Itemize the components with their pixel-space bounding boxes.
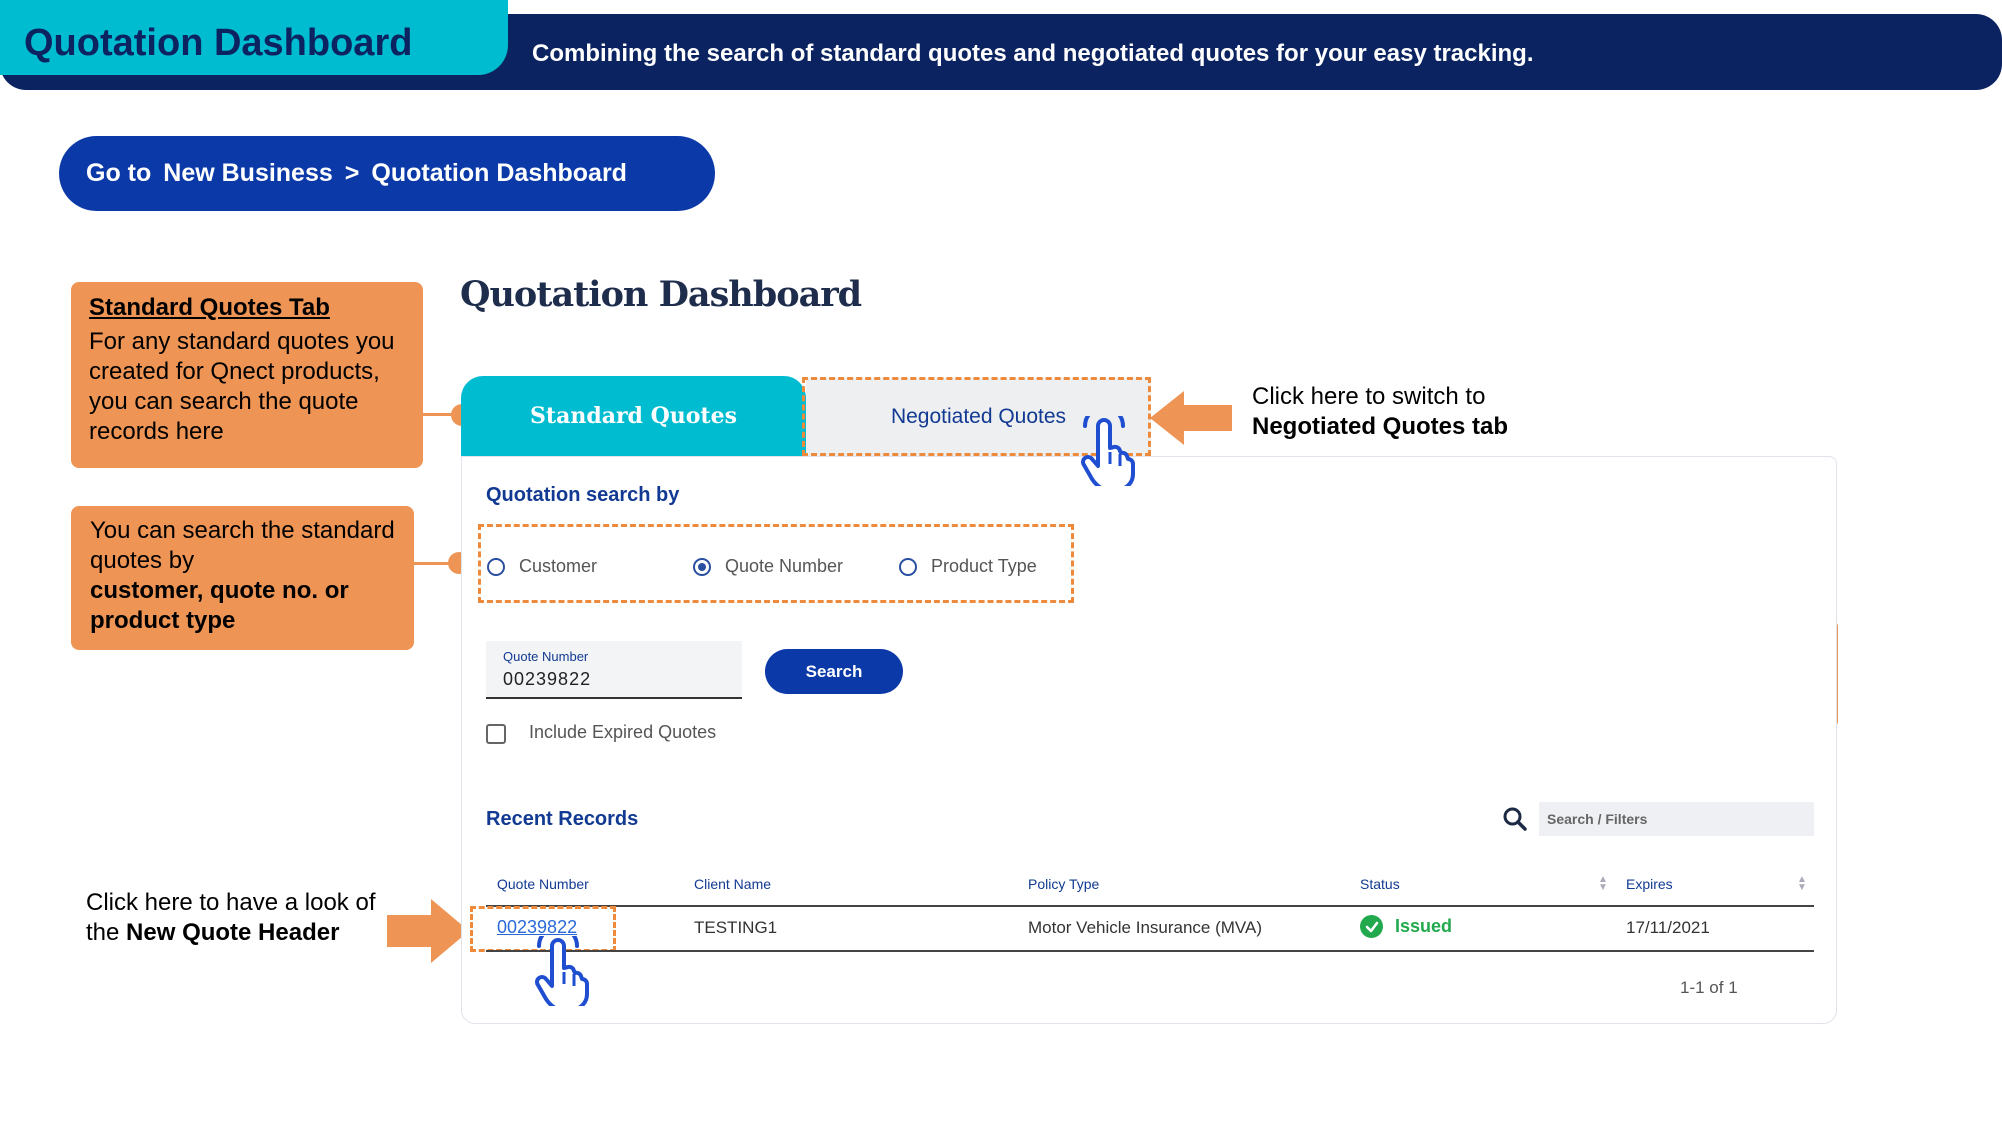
tab-negotiated-quotes[interactable]: Negotiated Quotes	[806, 378, 1151, 456]
search-filter-placeholder: Search / Filters	[1547, 811, 1648, 827]
radio-circle[interactable]	[899, 558, 917, 576]
sort-icon[interactable]: ▲ ▼	[1598, 874, 1608, 893]
callout-search-by-bold: customer, quote no. or product type	[90, 577, 349, 634]
search-icon[interactable]	[1502, 806, 1528, 832]
status-badge: Issued	[1395, 916, 1453, 936]
callout-quote-header	[86, 888, 376, 948]
pointer-hand-icon	[1080, 416, 1136, 486]
column-header-status[interactable]: Status	[1360, 876, 1400, 892]
tab-standard-quotes[interactable]: Standard Quotes	[461, 376, 806, 456]
pointer-hand-icon	[534, 936, 590, 1006]
callout-search-by	[71, 506, 414, 650]
quote-number-label: Quote Number	[503, 649, 589, 664]
radio-quote-number-label: Quote Number	[725, 556, 844, 576]
radio-customer[interactable]	[487, 556, 597, 577]
radio-circle[interactable]	[487, 558, 505, 576]
radio-dot	[698, 563, 706, 571]
callout-standard-tab	[71, 282, 423, 468]
quote-number-link[interactable]: 00239822	[497, 917, 578, 937]
breadcrumb	[59, 136, 715, 211]
radio-quote-number[interactable]	[693, 556, 843, 577]
column-header-quote-number[interactable]: Quote Number	[497, 876, 589, 892]
header-title: Quotation Dashboard	[24, 22, 413, 64]
callout-negotiated-text: Click here to switch to	[1252, 383, 1486, 410]
column-header-policy-type[interactable]: Policy Type	[1028, 876, 1100, 892]
page-title: Quotation Dashboard	[460, 274, 862, 315]
header-subtitle: Combining the search of standard quotes and negotiated quotes for your easy tracking.	[532, 40, 1534, 67]
radio-product-type[interactable]	[899, 556, 1037, 577]
table-cell-client-name: TESTING1	[694, 918, 778, 937]
callout-quote-header-bold: New Quote Header	[126, 919, 340, 946]
radio-customer-label: Customer	[519, 556, 598, 576]
search-button[interactable]: Search	[765, 649, 903, 694]
right-arrow-icon	[387, 899, 469, 963]
callout-negotiated-bold: Negotiated Quotes tab	[1252, 413, 1509, 440]
radio-product-type-label: Product Type	[931, 556, 1037, 576]
table-cell-expires: 17/11/2021	[1626, 918, 1710, 937]
pagination-info: 1-1 of 1	[1680, 978, 1738, 997]
callout-standard-tab-body: For any standard quotes you created for Qnect products, you can search the quote records here	[89, 328, 395, 445]
quote-number-value[interactable]: 00239822	[503, 669, 592, 689]
include-expired-checkbox[interactable]	[486, 724, 506, 744]
left-arrow-icon	[1150, 391, 1232, 445]
breadcrumb-item-quotation-dashboard: Quotation Dashboard	[371, 159, 627, 187]
table-cell-policy-type: Motor Vehicle Insurance (MVA)	[1028, 918, 1262, 937]
breadcrumb-prefix: Go to	[86, 159, 152, 187]
callout-quote-header-text: Click here to have a look of	[86, 889, 376, 916]
column-header-client-name[interactable]: Client Name	[694, 876, 772, 892]
callout-search-by-text: You can search the standard quotes by	[90, 517, 395, 574]
breadcrumb-separator: >	[344, 159, 360, 187]
callout-negotiated	[1252, 382, 1508, 442]
table-divider	[486, 950, 1814, 952]
check-circle-icon	[1360, 915, 1383, 938]
breadcrumb-item-new-business: New Business	[163, 159, 333, 187]
callout-quote-header-line2: the New Quote Header	[86, 919, 340, 946]
table-divider	[486, 905, 1814, 907]
search-by-title: Quotation search by	[486, 484, 680, 506]
recent-records-title: Recent Records	[486, 808, 639, 830]
include-expired-label: Include Expired Quotes	[529, 722, 717, 742]
column-header-expires[interactable]: Expires	[1626, 876, 1673, 892]
radio-circle-selected[interactable]	[693, 558, 711, 576]
callout-standard-tab-title: Standard Quotes Tab	[89, 294, 330, 321]
sort-icon[interactable]: ▲ ▼	[1797, 874, 1807, 893]
